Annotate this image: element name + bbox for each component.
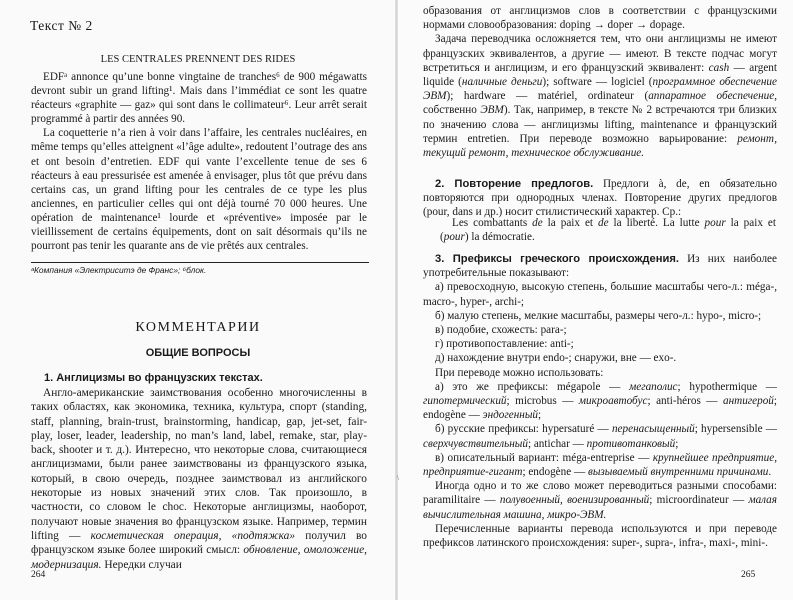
- french-text: [31, 70, 367, 253]
- italic-run: противотанковый: [586, 437, 676, 450]
- text-run: ; hypothermique —: [677, 380, 777, 393]
- text-run: получил во французском языке более широкий смысл:: [31, 529, 367, 557]
- text-run: ) la démocratie.: [464, 231, 535, 244]
- italic-run: мегаполис: [629, 380, 678, 393]
- text-run: ;: [675, 437, 679, 450]
- text-run: Предлоги à, de, en обязательно повторяются при однородных членах. Повторение других предлогов (pour, dans и др.) носит стилистический характер. Ср.:: [423, 178, 777, 219]
- italic-run: перенасыщенный: [611, 423, 695, 436]
- section-3-title: 3. Префиксы греческого происхождения.: [435, 253, 679, 265]
- page-number-left: 264: [31, 570, 46, 580]
- italic-run: крупнейшее предприятие, предприятие-гигант: [423, 451, 777, 479]
- list-item-b: б) малую степень, мелкие масштабы, размеры чего-л.: hypo-, micro-;: [435, 309, 762, 322]
- general-questions-title: ОБЩИЕ ВОПРОСЫ: [145, 347, 251, 359]
- translation-item-v: [423, 451, 777, 479]
- translation-item-a: [423, 380, 777, 423]
- italic-run: эндогенный: [482, 409, 538, 422]
- text-run: — argent liquide (: [423, 61, 777, 89]
- italic-run: микроавтобус: [578, 395, 648, 408]
- text-run: Нередки случаи: [101, 558, 182, 571]
- text-run: ; hypersensible —: [694, 423, 777, 436]
- article-title: LES CENTRALES PRENNENT DES RIDES: [100, 54, 296, 65]
- text-run: ; endogène —: [423, 395, 778, 422]
- section-1-title: 1. Англицизмы во французских текстах.: [44, 372, 263, 384]
- text-run: ); software — logiciel (: [542, 76, 653, 89]
- text-run: Англо-американские заимствования особенно многочисленны в таких областях, как экономика, техника, культура, спорт (standing, staff, planning, brain-trust, brainstorming, handicap, gap, jet-set, fair-play, loser, leader, leadership, no man’s land, label, remake, star, play-back, shooter и т. д.). Интересно, что некоторые слова, считающиеся англицизмами, были ранее заимствованы из французского языка, который, в свою очередь, позднее заимствовал из английского некоторые из новых значений этих слов. Так произошло, в частности, со словом le choc. Некоторые англицизмы, наоборот, получают новые значения во французском языке. Например, термин lifting —: [31, 387, 367, 542]
- text-run: ). Так, например, в тексте № 2 встречаются три близких по значению слова — англицизмы lifting, maintenance и французский термин entretien. При переводе возможно варьирование:: [423, 104, 777, 145]
- example-quote: [440, 216, 776, 244]
- italic-run: cash: [708, 61, 730, 74]
- comments-title: КОММЕНТАРИИ: [135, 320, 261, 335]
- section-2-title: 2. Повторение предлогов.: [435, 178, 594, 190]
- text-run: Les combattants: [452, 217, 533, 229]
- section-2-paragraph: [423, 177, 777, 220]
- italic-run: ЭВМ: [480, 104, 504, 117]
- italic-run: гипотермический: [423, 395, 507, 408]
- italic-run: программное обеспечение ЭВМ: [423, 76, 777, 103]
- italic-run: вызываемый внутренними причинами: [588, 466, 769, 479]
- text-run: ; microbus —: [506, 395, 579, 408]
- russian-text-left: [31, 386, 367, 572]
- text-run: в) описательный вариант: méga-entreprise —: [435, 451, 653, 464]
- french-paragraph-1: EDFᵃ annonce qu’une bonne vingtaine de tranches⁶ de 900 mégawatts devront subir un grand lifting¹. Mais dans l’immédiat ce sont les quatre réacteurs «graphite — gaz» qui sont dans le collimateur⁶. Leur arrêt serait programmé à partir des années 90.: [31, 71, 367, 126]
- book-gutter: [395, 0, 398, 600]
- section-2: [423, 177, 777, 220]
- french-paragraph-2: La coquetterie n’a rien à voir dans l’affaire, les centrales nucléaires, en même temps qu’elles atteignent «l’âge adulte», redoutent l’outrage des ans et ont besoin d’entretien. EDF qui vante l’excellente tenue de ses 6 réacteurs à eau pressurisée est amenée à envisager, plus tôt que prévu dans certains cas, un grand lifting pour les centrales de ce type les plus anciennes, en particulier celles qui ont déjà tourné 70 000 heures. Une opération de maintenance¹ lourde et «préventive» imposée par le vieillissement de certains équipements, dont on sait désormais qu’ils ne pourront pas tenir les quarante ans de vie prêtés aux centrales.: [31, 127, 367, 253]
- italic-run: pour: [443, 231, 465, 244]
- russian-paragraph-1: [31, 386, 367, 572]
- text-run: ; endogène —: [522, 466, 588, 479]
- page-number-right: 265: [741, 570, 756, 580]
- list-item-d: д) нахождение внутри endo-; снаружи, вне — exo-.: [435, 352, 677, 365]
- text-run: ; antichar —: [527, 437, 587, 450]
- final-paragraph-1: [423, 479, 777, 522]
- margin-mark: \: [397, 474, 399, 482]
- italic-run: полувоенный, военизированный: [499, 494, 650, 507]
- text-run: Из них наиболее употребительные показывают:: [423, 253, 777, 280]
- text-run: Задача переводчика осложняется тем, что они англицизмы не имеют французских эквивалентов, а другие — имеют. В тексте подчас могут встретиться и англицизм, и его французский эквивалент:: [423, 33, 777, 74]
- translation-intro: При переводе можно использовать:: [435, 366, 604, 379]
- text-run: la liberté. La lutte: [608, 217, 705, 229]
- italic-run: сверхчувствительный: [423, 437, 528, 450]
- text-run: Иногда одно и то же слово может переводиться разными способами: paramilitaire —: [423, 480, 777, 507]
- text-run: ; microordinateur —: [649, 494, 749, 507]
- quote-paragraph: [440, 216, 776, 244]
- italic-run: обновление, омоложение, модернизация.: [31, 544, 367, 571]
- italic-run: ремонт, текущий ремонт, техническое обслуживание.: [423, 132, 777, 160]
- list-item-g: г) противопоставление: anti-;: [435, 338, 574, 351]
- italic-run: малая вычислительная машина, микро-ЭВМ.: [423, 494, 777, 521]
- text-run: .: [768, 466, 772, 479]
- text-run: б) русские префиксы: hypersaturé —: [435, 423, 612, 436]
- footnote: ᵃКомпания «Электриситэ де Франс»; ⁶блок.: [31, 265, 207, 275]
- text-run: , собственно: [423, 90, 777, 117]
- text-run: la paix et: [542, 217, 598, 229]
- italic-run: антигерой: [722, 395, 774, 408]
- italic-run: аппаратное обеспечение: [648, 90, 775, 103]
- text-run: la paix et (: [440, 217, 776, 244]
- text-heading: Текст № 2: [30, 18, 93, 33]
- translation-item-b: [423, 422, 777, 450]
- footnote-rule: [31, 262, 369, 263]
- italic-run: косметическая операция, «подтяжка»: [90, 529, 296, 542]
- list-item-v: в) подобие, схожесть: para-;: [435, 324, 567, 337]
- italic-run: de: [598, 217, 609, 229]
- text-run: а) это же префиксы: mégapole —: [435, 380, 630, 393]
- right-paragraph-1: образования от англицизмов слов в соответствии с французскими нормами словообразования: doping → doper → dopage.: [423, 5, 777, 32]
- list-item-a: а) превосходную, высокую степень, большие масштабы чего-л.: méga-, macro-, hyper-, archi-;: [423, 281, 777, 308]
- right-block-1: [423, 4, 777, 160]
- text-run: ); hardware — matériel, ordinateur (: [446, 90, 649, 103]
- italic-run: de: [532, 217, 543, 229]
- text-run: ; anti-héros —: [647, 395, 723, 408]
- section-3: [423, 252, 777, 550]
- italic-run: pour: [704, 217, 726, 229]
- right-paragraph-2: [423, 32, 777, 160]
- italic-run: наличные деньги: [461, 76, 543, 89]
- section-3-intro: [423, 252, 777, 280]
- text-run: ;: [538, 409, 542, 422]
- final-paragraph-2: Перечисленные варианты перевода используются и при переводе префиксов латинского происхождения: super-, supra-, infra-, maxi-, mini-.: [423, 522, 777, 550]
